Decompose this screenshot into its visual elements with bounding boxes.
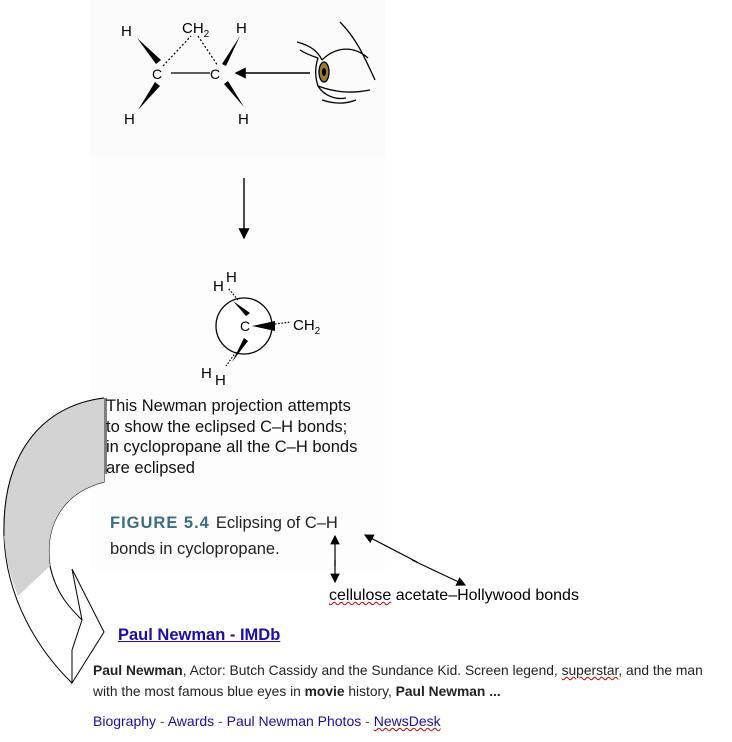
newman-h-top-2: H: [226, 269, 237, 286]
hollywood-note: [329, 587, 579, 605]
figure-label: FIGURE 5.4: [110, 514, 210, 532]
figure-caption-line2: bonds in cyclopropane.: [110, 540, 280, 558]
carbon-left: C: [152, 66, 163, 82]
h-top-right: H: [236, 20, 247, 37]
ch2-label-top: $CH_2$: [182, 20, 210, 40]
figure-text-1: Eclipsing of C–H: [215, 514, 338, 532]
sitelinks: [93, 713, 441, 729]
note-word-acetate: acetate: [395, 587, 449, 604]
figure-caption-line1: [110, 514, 338, 533]
search-result-snippet: [93, 661, 723, 702]
caption-line: This Newman projection attempts: [106, 397, 351, 415]
h-bottom-left: H: [124, 111, 135, 128]
newman-h-top-1: H: [213, 278, 224, 295]
snippet-text: , Actor: Butch Cassidy and the Sundance Kid. Screen legend,: [182, 663, 562, 678]
sitelink-separator: -: [214, 713, 227, 729]
h-bottom-right: H: [238, 111, 249, 128]
sitelink-newsdesk[interactable]: NewsDesk: [373, 713, 441, 729]
snippet-superstar: superstar: [561, 663, 619, 678]
sitelink-separator: -: [156, 713, 168, 729]
newman-h-bottom-1: H: [201, 365, 212, 382]
newman-carbon: C: [240, 318, 251, 334]
imdb-result-title-link[interactable]: Paul Newman - IMDb: [118, 626, 281, 644]
sitelink-separator: -: [361, 713, 374, 729]
newman-caption: [106, 396, 406, 478]
caption-line: in cyclopropane all the C–H bonds: [106, 438, 358, 456]
snippet-bold-name: Paul Newman: [93, 663, 183, 678]
snippet-bold-movie: movie: [304, 683, 345, 699]
h-top-left: H: [121, 23, 132, 40]
sitelink-awards[interactable]: Awards: [167, 713, 215, 729]
curved-arrow: [4, 398, 104, 683]
arrow-to-hollywood: [412, 560, 465, 585]
snippet-text: history,: [344, 683, 396, 699]
snippet-bold-name-2: Paul Newman ...: [395, 683, 501, 699]
note-word-cellulose: cellulose: [329, 587, 392, 604]
sitelink-biography[interactable]: Biography: [93, 713, 157, 729]
newman-ch2: $CH_2$: [293, 317, 321, 337]
scan-bg-bottom: [90, 155, 385, 570]
snippet-text: , and the man with the most famous blue eyes in: [93, 663, 703, 699]
newman-h-bottom-2: H: [215, 372, 226, 389]
note-rest: –Hollywood bonds: [448, 587, 579, 604]
sitelink-photos[interactable]: Paul Newman Photos: [226, 713, 362, 729]
caption-line: are eclipsed: [106, 458, 195, 477]
carbon-right: C: [210, 66, 221, 82]
caption-line: to show the eclipsed C–H bonds;: [106, 417, 348, 436]
